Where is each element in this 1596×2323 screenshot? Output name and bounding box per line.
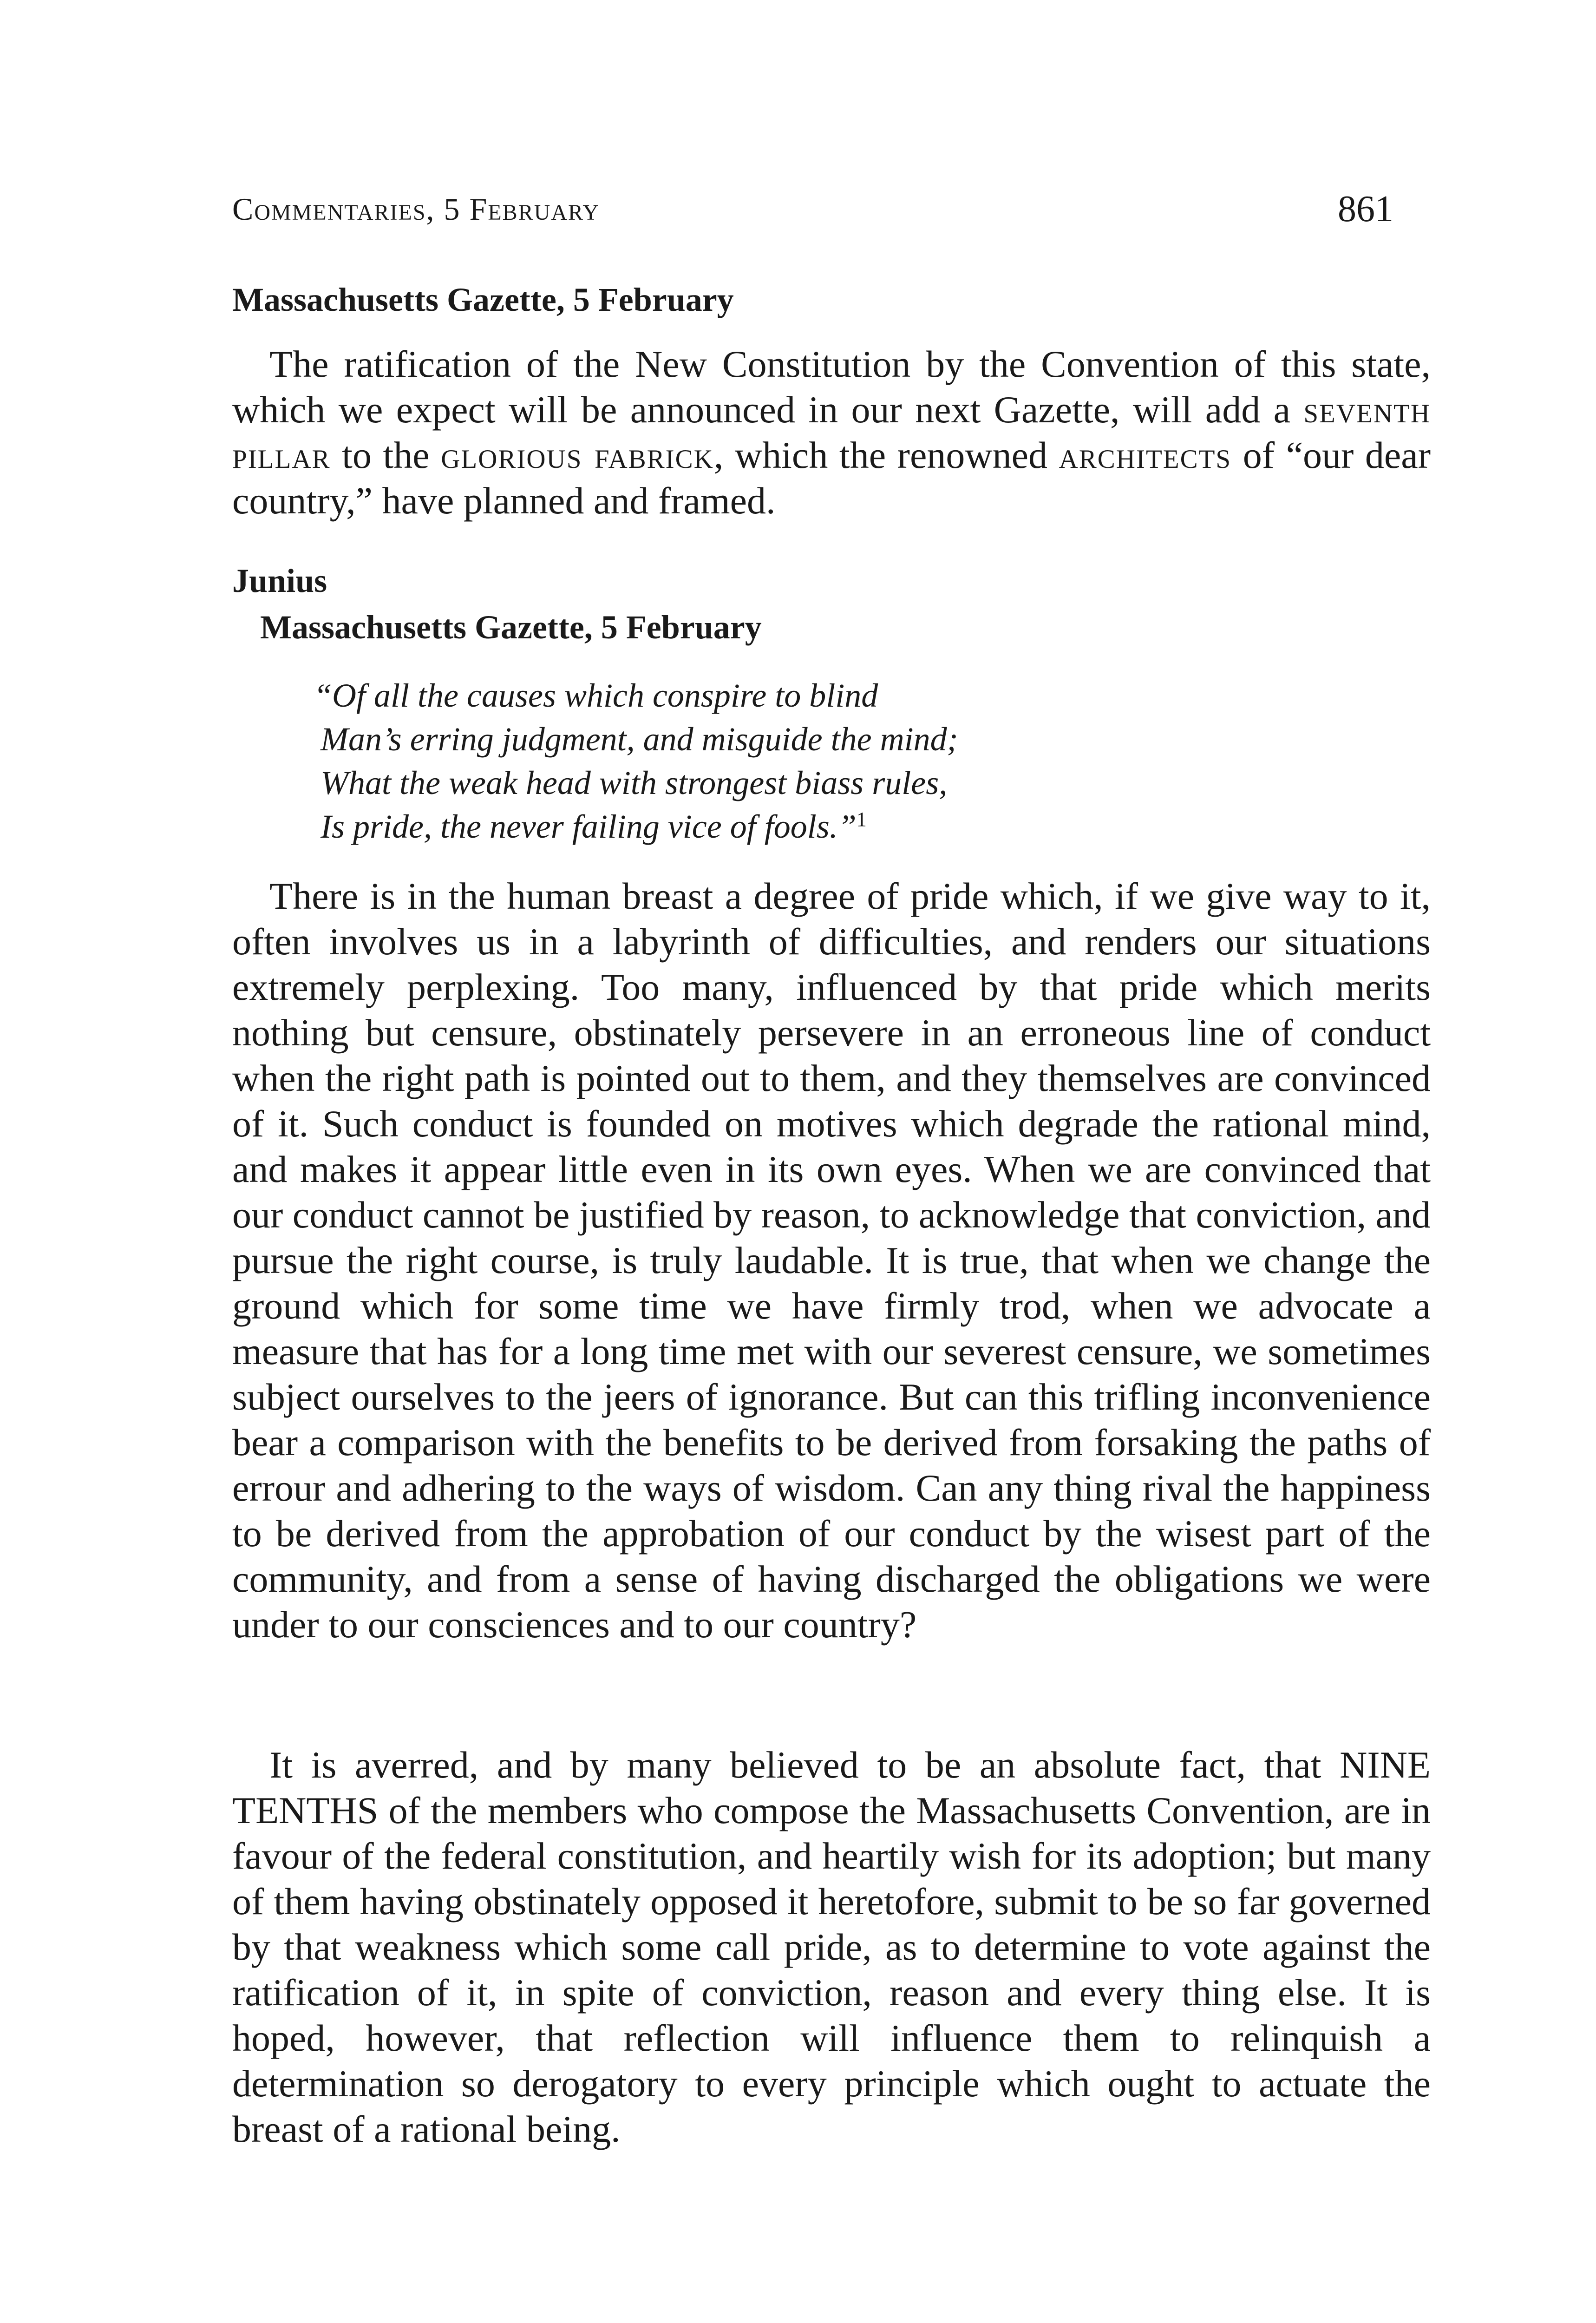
book-page [232,0,1440,2323]
epigraph-line: What the weak head with strongest biass rules, [321,764,948,801]
epigraph-line: Man’s erring judgment, and misguide the mind; [321,721,958,758]
paragraph-text: of “our dear country,” have planned and framed. [232,434,1431,522]
epigraph-line-text: Is pride, the never failing vice of fools.” [321,808,857,845]
paragraph-text: The ratification of the New Constitution by the Convention of this state, which we expect will be announced in our next Gazette, will add a [232,343,1431,431]
paragraph-text: , which the renowned [713,434,1059,476]
author-name: Junius [232,562,327,599]
epigraph-line: “Of all the causes which conspire to blind [314,677,878,714]
running-title: Commentaries, 5 February [232,191,600,227]
article-heading: Massachusetts Gazette, 5 February [232,281,734,318]
running-head [232,184,1440,235]
epigraph [314,674,1389,848]
page-number: 861 [1338,189,1393,230]
small-caps-text: seventh pillar [232,388,1431,476]
small-caps-text: architects [1059,434,1232,476]
epigraph-line [321,805,1389,848]
small-caps-text: glorious fabrick [441,434,714,476]
footnote-mark: 1 [856,808,867,831]
article-paragraph: There is in the human breast a degree of pride which, if we give way to it, often involves us in a labyrinth of difficulties, and renders our situations extremely perplexing. Too many, influenced by that pride which merits nothing but censure, obstinately persevere in an erroneous line of conduct when the right path is pointed out to them, and they themselves are convinced of it. Such conduct is founded on motives which degrade the rational mind, and makes it appear little even in its own eyes. When we are convinced that our conduct cannot be justified by reason, to acknowledge that conviction, and pursue the right course, is truly laudable. It is true, that when we change the ground which for some time we have firmly trod, when we advocate a measure that has for a long time met with our severest censure, we sometimes subject ourselves to the jeers of ignorance. But can this trifling inconvenience bear a comparison with the benefits to be derived from forsaking the paths of errour and adhering to the ways of wisdom. Can any thing rival the happiness to be derived from the approbation of our conduct by the wisest part of the community, and from a sense of having discharged the obligations we were under to our consciences and to our country? [232,875,1431,1646]
article-heading: Massachusetts Gazette, 5 February [260,609,762,646]
article-paragraph: It is averred, and by many believed to be an absolute fact, that NINE TENTHS of the members who compose the Massachusetts Convention, are in favour of the federal constitution, and heartily wish for its adoption; but many of them having obstinately opposed it heretofore, submit to be so far governed by that weakness which some call pride, as to determine to vote against the ratification of it, in spite of conviction, reason and every thing else. It is hoped, however, that reflection will influence them to relinquish a determination so derogatory to every principle which ought to actuate the breast of a rational being. [232,1744,1431,2150]
article-paragraph [232,341,1431,524]
paragraph-text: to the [330,434,441,476]
